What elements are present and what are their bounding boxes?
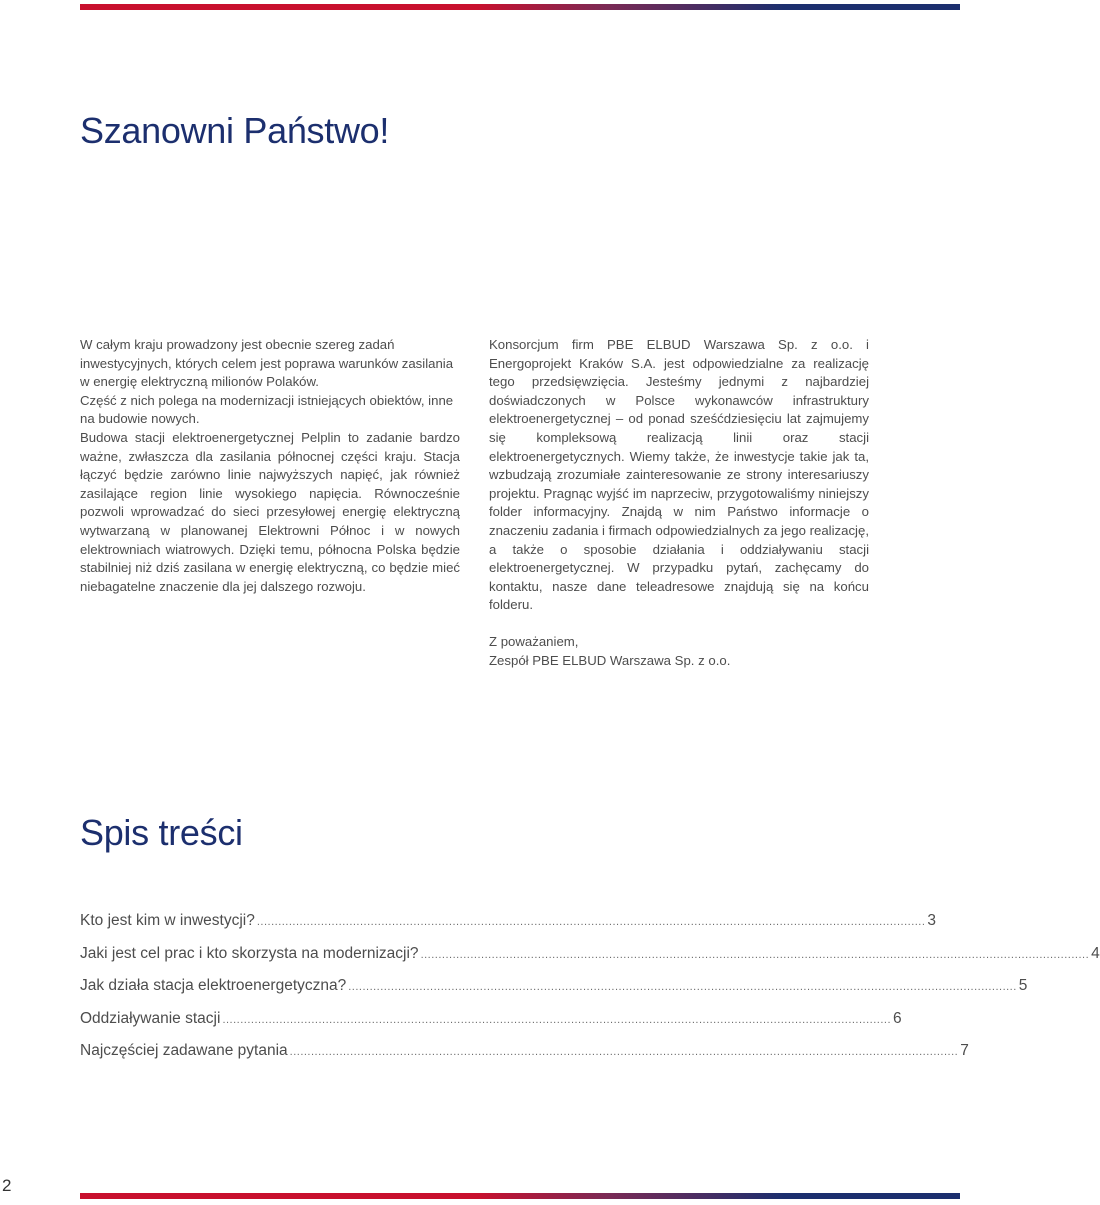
intro-left-column bbox=[80, 336, 460, 596]
signature-closing: Z poważaniem, bbox=[489, 633, 579, 649]
page-number: 2 bbox=[2, 1176, 12, 1195]
signature-team: Zespół PBE ELBUD Warszawa Sp. z o.o. bbox=[489, 652, 731, 668]
toc-entry-page: 4 bbox=[1091, 944, 1100, 962]
toc-leader-dots: ............................................................................................................................................................................................ bbox=[222, 1013, 891, 1026]
toc-entry-label: Jak działa stacja elektroenergetyczna? bbox=[80, 977, 347, 995]
toc-entry-page: 3 bbox=[927, 912, 937, 929]
toc-entry-label: Najczęściej zadawane pytania bbox=[80, 1042, 288, 1060]
toc-entry[interactable] bbox=[80, 912, 937, 945]
greeting-heading: Szanowni Państwo! bbox=[80, 110, 390, 151]
intro-right-column bbox=[489, 336, 869, 670]
bottom-decorative-stripe bbox=[80, 1193, 960, 1199]
toc-entry-label: Oddziaływanie stacji bbox=[80, 1009, 221, 1027]
toc-entry[interactable] bbox=[80, 1042, 969, 1075]
toc-leader-dots: ............................................................................................................................................................................................ bbox=[348, 981, 1017, 994]
intro-paragraph: Część z nich polega na modernizacji istniejących obiektów, inne na budowie nowych. bbox=[80, 392, 454, 427]
toc-leader-dots: ............................................................................................................................................................................................ bbox=[420, 948, 1090, 961]
top-decorative-stripe bbox=[80, 4, 960, 10]
toc-entry[interactable] bbox=[80, 944, 1100, 978]
toc-entry[interactable] bbox=[80, 977, 1028, 1010]
intro-paragraph: Budowa stacji elektroenergetycznej Pelplin to zadanie bardzo ważne, zwłaszcza dla zasilania północnej części kraju. Stacja łączyć będzie zarówno linie najwyższych napięć, jak również zasilające region linie wysokiego napięcia. Równocześnie pozwoli wprowadzać do sieci przesyłowej energię elektryczną wytwarzaną w planowanej Elektrowni Północ i w nowych elektrowniach wiatrowych. Dzięki temu, północna Polska będzie stabilniej niż dziś zasilana w energię elektryczną, co będzie mieć niebagatelne znaczenie dla jej dalszego rozwoju. bbox=[80, 429, 460, 594]
toc-entry-page: 6 bbox=[893, 1009, 902, 1027]
toc-entry-page: 7 bbox=[960, 1042, 969, 1060]
toc-leader-dots: ............................................................................................................................................................................................ bbox=[256, 916, 926, 928]
toc-entry-page: 5 bbox=[1018, 977, 1028, 995]
toc-entry[interactable] bbox=[80, 1009, 902, 1043]
intro-paragraph: W całym kraju prowadzony jest obecnie szereg zadań inwestycyjnych, których celem jest poprawa warunków zasilania w energię elektryczną milionów Polaków. bbox=[80, 337, 454, 390]
toc-heading: Spis treści bbox=[80, 812, 243, 853]
consortium-paragraph: Konsorcjum firm PBE ELBUD Warszawa Sp. z o.o. i Energoprojekt Kraków S.A. jest odpowiedzialne za realizację tego przedsięwzięcia. Jesteśmy jednymi z najbardziej doświadczonych w Polsce wykonawców infrastruktury elektroenergetycznej – od ponad sześćdziesięciu lat zajmujemy się kompleksową realizacją linii oraz stacji elektroenergetycznych. Wiemy także, że inwestycje takie jak ta, wzbudzają zrozumiałe zainteresowanie ze strony interesariuszy projektu. Pragnąc wyjść im naprzeciw, przygotowaliśmy niniejszy folder informacyjny. Znajdą w nim Państwo informacje o znaczeniu zadania i firmach odpowiedzialnych za jego realizację, a także o sposobie działania i oddziaływaniu stacji elektroenergetycznej. W przypadku pytań, zachęcamy do kontaktu, nasze dane teleadresowe znajdują się na końcu folderu. bbox=[489, 337, 869, 613]
table-of-contents bbox=[80, 912, 1100, 1075]
toc-entry-label: Jaki jest cel prac i kto skorzysta na modernizacji? bbox=[80, 944, 419, 962]
toc-entry-label: Kto jest kim w inwestycji? bbox=[80, 912, 255, 929]
toc-leader-dots: ............................................................................................................................................................................................ bbox=[289, 1046, 959, 1059]
